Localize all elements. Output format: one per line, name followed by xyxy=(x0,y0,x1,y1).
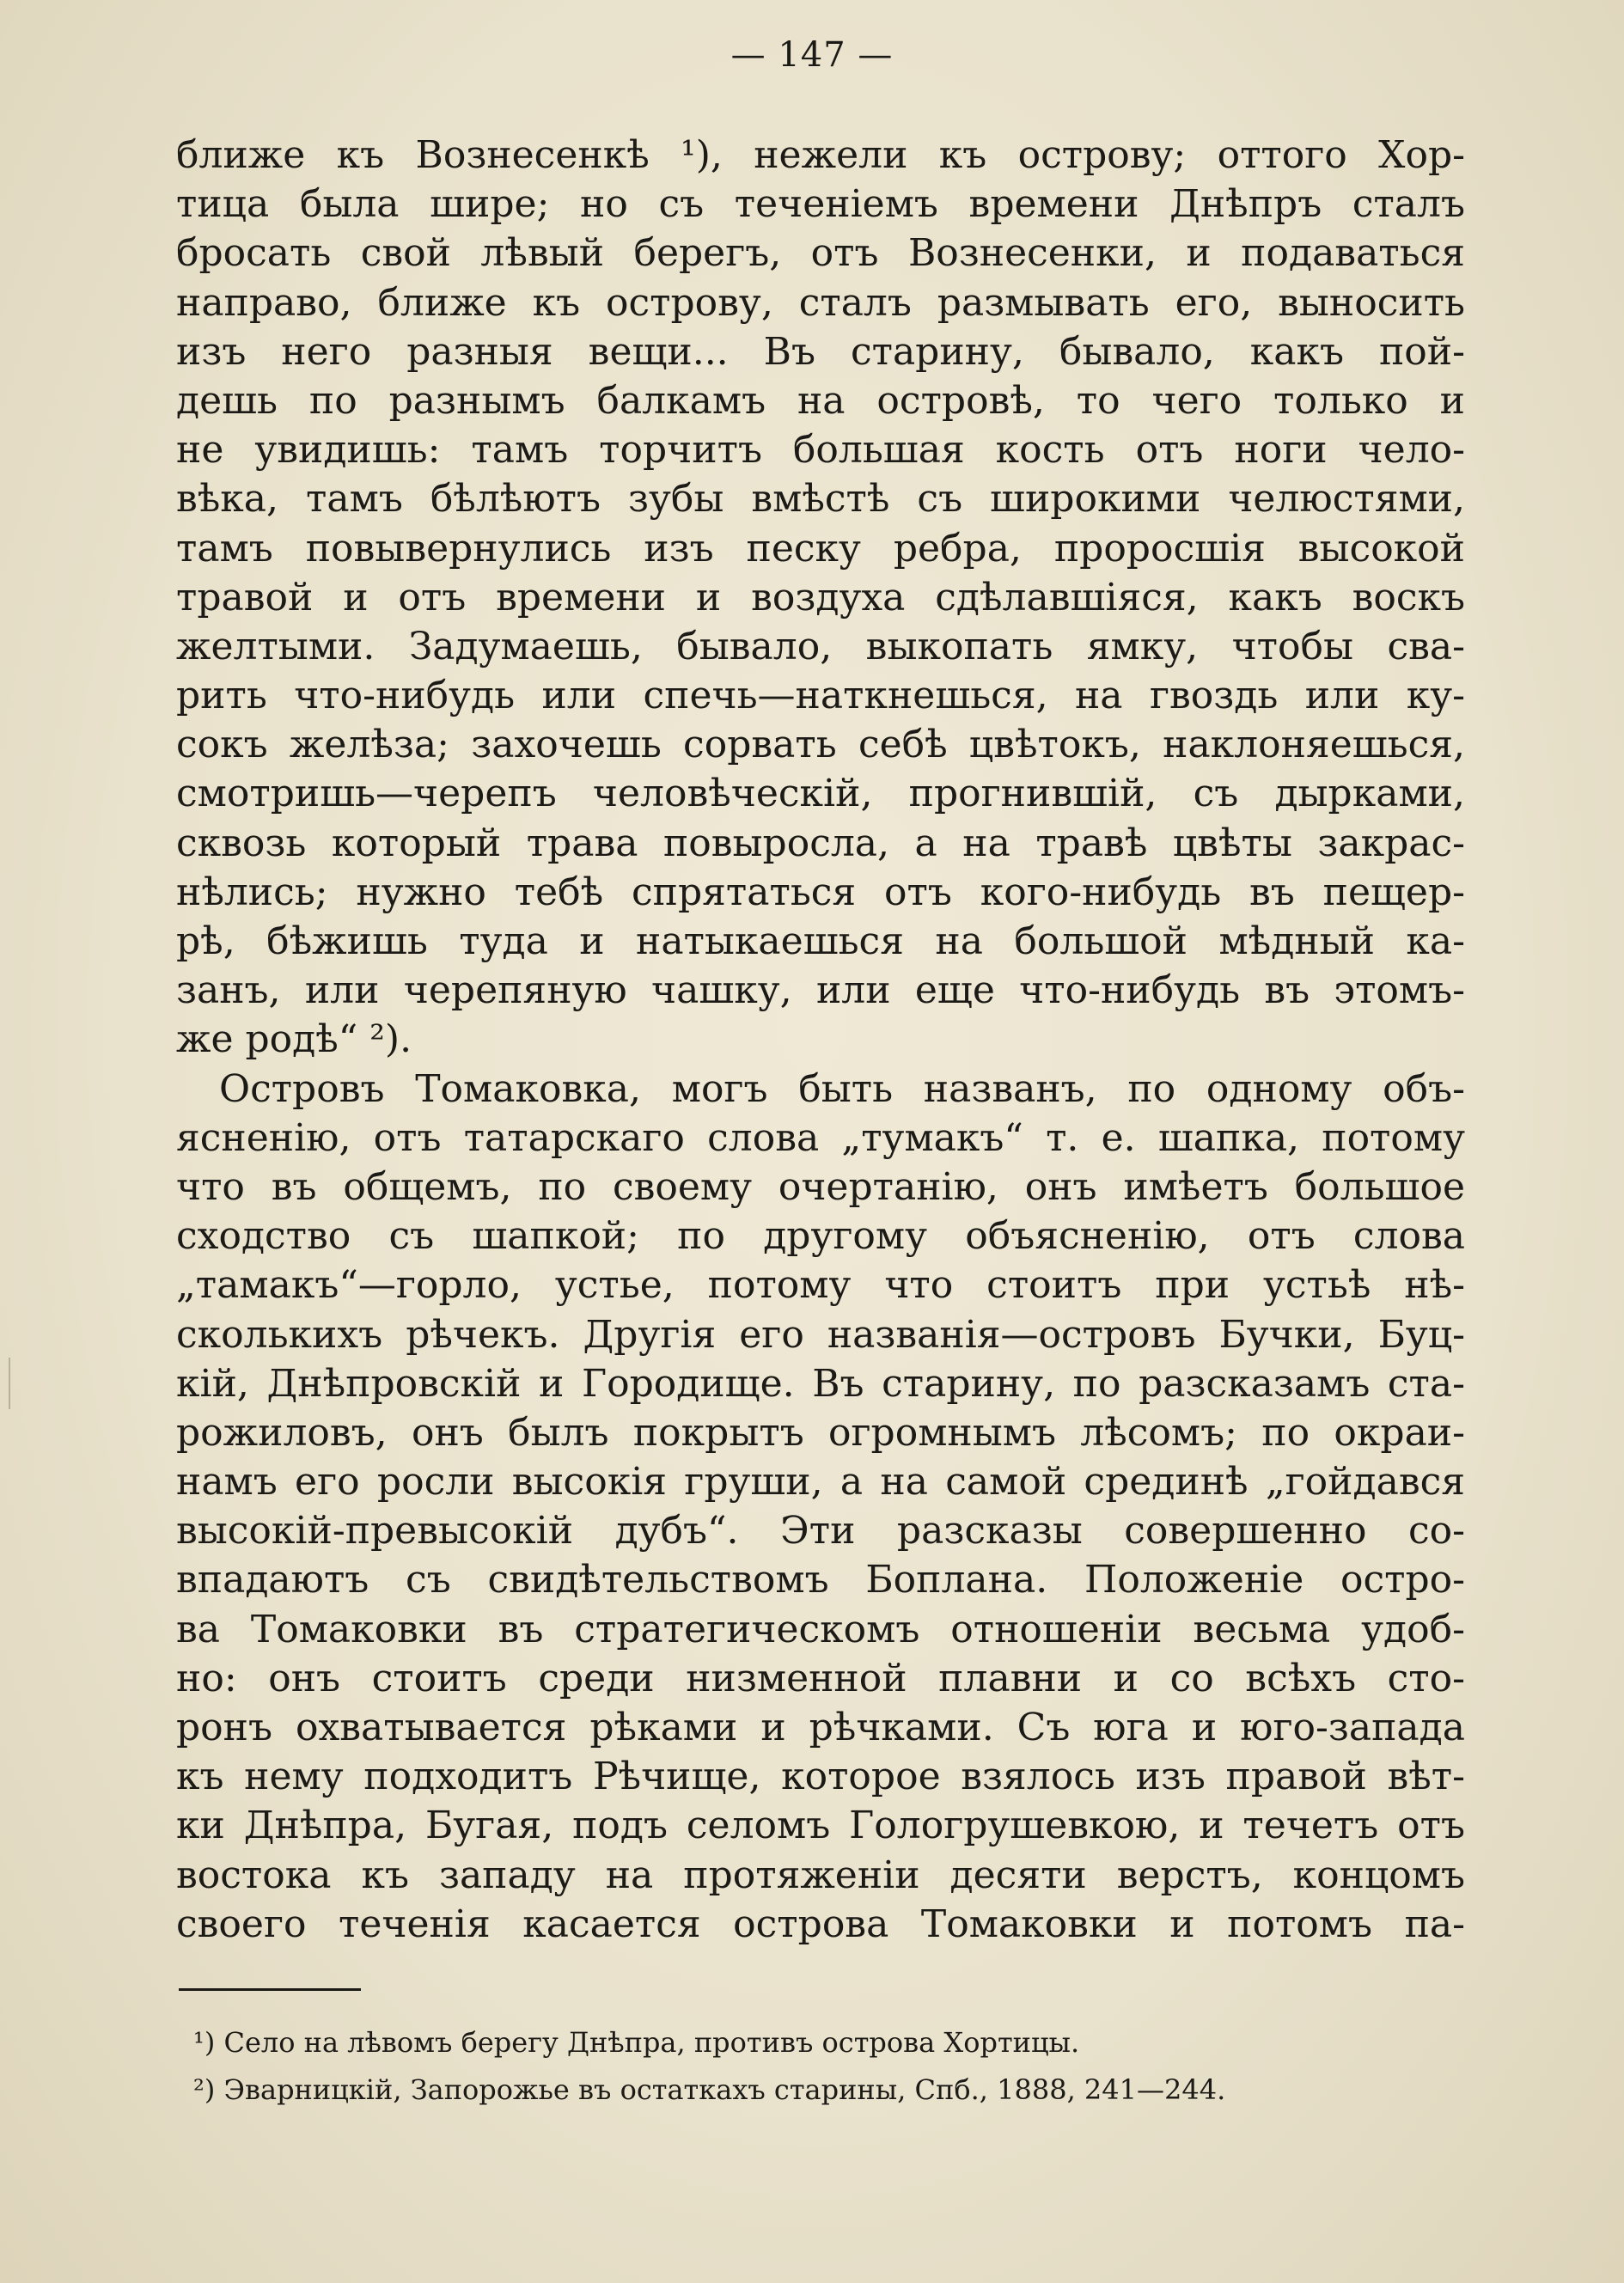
text-line: кій, Днѣпровскій и Городище. Въ старину, по разсказамъ ста- xyxy=(176,1361,1465,1406)
text-line: вѣка, тамъ бѣлѣютъ зубы вмѣстѣ съ широкими челюстями, xyxy=(176,477,1465,522)
text-line: рожиловъ, онъ былъ покрытъ огромнымъ лѣсомъ; по окраи- xyxy=(176,1410,1465,1455)
text-line: своего теченія касается острова Томаковки и потомъ па- xyxy=(176,1901,1465,1946)
footnote: ¹) Село на лѣвомъ берегу Днѣпра, противъ острова Хортицы. xyxy=(193,2026,1080,2059)
text-line: же родѣ“ ²). xyxy=(176,1017,412,1062)
text-line: сокъ желѣза; захочешь сорвать себѣ цвѣтокъ, наклоняешься, xyxy=(176,723,1465,767)
text-line: смотришь—черепъ человѣческій, прогнившій, съ дырками, xyxy=(176,772,1465,816)
text-line: тица была шире; но съ теченіемъ времени Днѣпръ сталъ xyxy=(176,182,1465,227)
text-line: ки Днѣпра, Бугая, подъ селомъ Гологрушевкою, и течетъ отъ xyxy=(176,1804,1465,1848)
text-line: сходство съ шапкой; по другому объясненію, отъ слова xyxy=(176,1214,1465,1259)
text-line: ясненію, отъ татарскаго слова „тумакъ“ т. е. шапка, потому xyxy=(176,1115,1465,1160)
footnotes xyxy=(193,2019,1413,2114)
text-line: ближе къ Вознесенкѣ ¹), нежели къ острову; оттого Хор- xyxy=(176,133,1465,177)
text-line: направо, ближе къ острову, сталъ размывать его, выносить xyxy=(176,280,1465,325)
text-line: къ нему подходитъ Рѣчище, которое взялось изъ правой вѣт- xyxy=(176,1755,1465,1799)
text-line: что въ общемъ, по своему очертанію, онъ имѣетъ большое xyxy=(176,1164,1465,1209)
text-line: востока къ западу на протяженіи десяти верстъ, концомъ xyxy=(176,1853,1465,1897)
text-line: занъ, или черепяную чашку, или еще что-нибудь въ этомъ- xyxy=(176,968,1465,1013)
text-line: не увидишь: тамъ торчитъ большая кость отъ ноги чело- xyxy=(176,428,1465,473)
text-line: ва Томаковки въ стратегическомъ отношеніи весьма удоб- xyxy=(176,1607,1465,1651)
text-line: травой и отъ времени и воздуха сдѣлавшіяся, какъ воскъ xyxy=(176,575,1465,620)
text-line: намъ его росли высокія груши, а на самой срединѣ „гойдався xyxy=(176,1460,1465,1505)
text-line: дешь по разнымъ балкамъ на островѣ, то чего только и xyxy=(176,378,1465,423)
text-line: впадаютъ съ свидѣтельствомъ Боплана. Положеніе остро- xyxy=(176,1558,1465,1602)
footnote: ²) Эварницкій, Запорожье въ остаткахъ старины, Спб., 1888, 241—244. xyxy=(193,2073,1226,2106)
text-line: тамъ повывернулись изъ песку ребра, проросшія высокой xyxy=(176,526,1465,571)
text-line: изъ него разныя вещи... Въ старину, бывало, какъ пой- xyxy=(176,329,1465,374)
text-line: бросать свой лѣвый берегъ, отъ Вознесенки, и подаваться xyxy=(176,231,1465,276)
text-line: желтыми. Задумаешь, бывало, выкопать ямку, чтобы сва- xyxy=(176,624,1465,668)
footnote-divider xyxy=(179,1988,361,1991)
text-line: рѣ, бѣжишь туда и натыкаешься на большой мѣдный ка- xyxy=(176,919,1465,963)
page-number: — 147 — xyxy=(730,35,894,75)
text-line: но: онъ стоитъ среди низменной плавни и со всѣхъ сто- xyxy=(176,1656,1465,1700)
text-line: ронъ охватывается рѣками и рѣчками. Съ юга и юго-запада xyxy=(176,1706,1465,1749)
text-line: высокій-превысокій дубъ“. Эти разсказы совершенно со- xyxy=(176,1509,1465,1554)
body-text xyxy=(176,131,1465,1949)
text-line: сквозь который трава повыросла, а на травѣ цвѣты закрас- xyxy=(176,821,1465,865)
text-line: Островъ Томаковка, могъ быть названъ, по одному объ- xyxy=(219,1066,1465,1111)
page-edge-mark xyxy=(9,1358,10,1409)
text-line: нѣлись; нужно тебѣ спрятаться отъ кого-нибудь въ пещер- xyxy=(176,870,1465,914)
text-line: „тамакъ“—горло, устье, потому что стоитъ при устьѣ нѣ- xyxy=(176,1263,1465,1308)
text-line: сколькихъ рѣчекъ. Другія его названія—островъ Бучки, Буц- xyxy=(176,1312,1465,1357)
text-line: рить что-нибудь или спечь—наткнешься, на гвоздь или ку- xyxy=(176,674,1465,718)
